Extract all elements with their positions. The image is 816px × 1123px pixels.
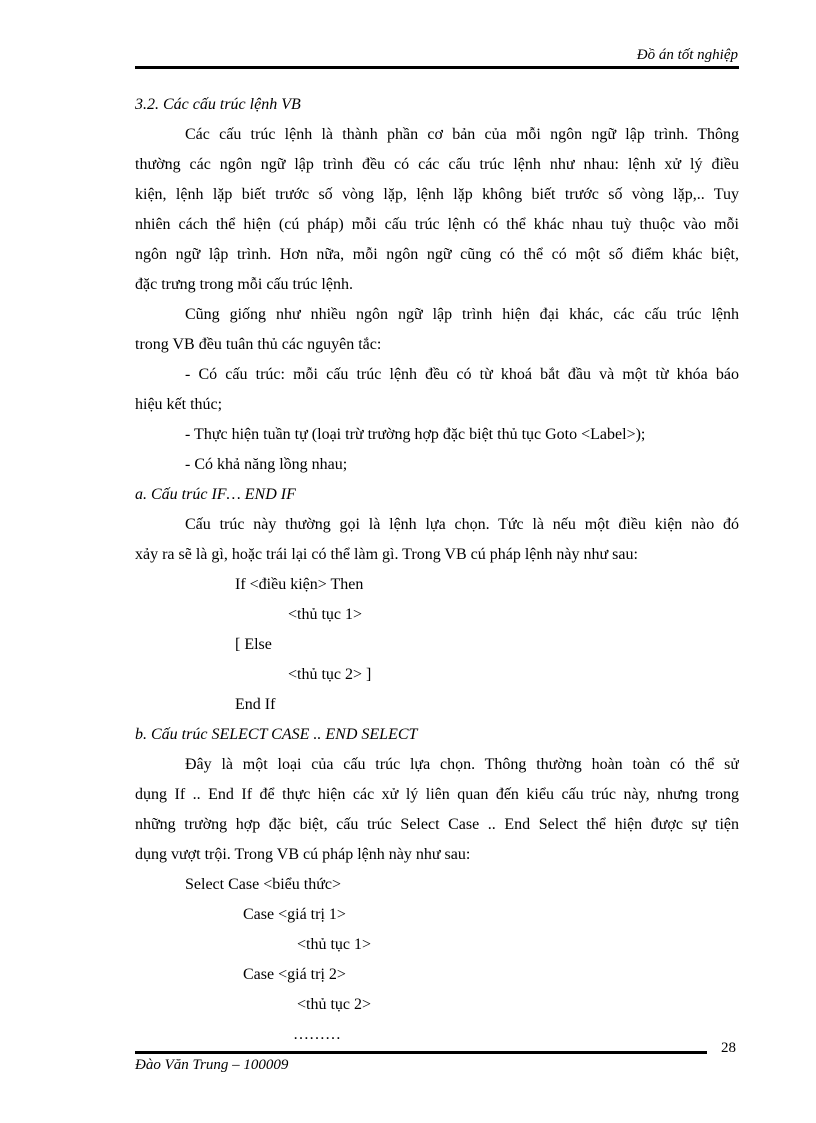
header-title: Đồ án tốt nghiệp (636, 47, 738, 63)
paragraph-line: kiện, lệnh lặp biết trước số vòng lặp, lệnh lặp không biết trước số vòng lặp,.. Tuy (135, 186, 739, 203)
paragraph-line: trong VB đều tuân thủ các nguyên tắc: (135, 336, 382, 353)
code-line: If <điều kiện> Then (235, 576, 364, 593)
code-line: Select Case <biểu thức> (185, 876, 342, 893)
bullet-continuation: hiệu kết thúc; (135, 396, 223, 413)
paragraph-line: thường các ngôn ngữ lập trình đều có các cấu trúc lệnh như nhau: lệnh xử lý điều (135, 156, 739, 173)
paragraph-line: Các cấu trúc lệnh là thành phần cơ bản của mỗi ngôn ngữ lập trình. Thông (185, 126, 739, 143)
paragraph-line: Cũng giống như nhiều ngôn ngữ lập trình hiện đại khác, các cấu trúc lệnh (185, 306, 739, 323)
code-line: <thủ tục 2> ] (288, 666, 372, 683)
code-line: ……… (293, 1026, 341, 1043)
header-rule (135, 66, 739, 69)
footer-rule (135, 1051, 707, 1054)
bullet-item: - Thực hiện tuần tự (loại trừ trường hợp đặc biệt thủ tục Goto <Label>); (185, 426, 646, 443)
paragraph-line: xảy ra sẽ là gì, hoặc trái lại có thể làm gì. Trong VB cú pháp lệnh này như sau: (135, 546, 638, 563)
code-line: End If (235, 696, 276, 713)
code-line: <thủ tục 1> (297, 936, 372, 953)
section-heading: 3.2. Các cấu trúc lệnh VB (135, 96, 301, 113)
paragraph-line: những trường hợp đặc biệt, cấu trúc Select Case .. End Select thể hiện được sự tiện (135, 816, 739, 833)
bullet-item: - Có cấu trúc: mỗi cấu trúc lệnh đều có từ khoá bắt đầu và một từ khóa báo (185, 366, 739, 383)
paragraph-line: Cấu trúc này thường gọi là lệnh lựa chọn. Tức là nếu một điều kiện nào đó (185, 516, 739, 533)
code-line: <thủ tục 2> (297, 996, 372, 1013)
code-line: <thủ tục 1> (288, 606, 363, 623)
subsection-heading-a: a. Cấu trúc IF… END IF (135, 486, 296, 503)
page-number: 28 (721, 1040, 736, 1056)
bullet-item: - Có khả năng lồng nhau; (185, 456, 348, 473)
footer-author: Đào Văn Trung – 100009 (135, 1057, 289, 1073)
paragraph-line: dụng If .. End If để thực hiện các xử lý liên quan đến kiểu cấu trúc này, nhưng trong (135, 786, 739, 803)
paragraph-line: ngôn ngữ lập trình. Hơn nữa, mỗi ngôn ngữ cũng có thể có một số điểm khác biệt, (135, 246, 739, 263)
page-content (135, 90, 739, 1050)
paragraph-line: nhiên cách thể hiện (cú pháp) mỗi cấu trúc lệnh có thể khác nhau tuỳ thuộc vào mỗi (135, 216, 739, 233)
paragraph-line: Đây là một loại của cấu trúc lựa chọn. Thông thường hoàn toàn có thể sử (185, 756, 739, 773)
paragraph-line: dụng vượt trội. Trong VB cú pháp lệnh này như sau: (135, 846, 471, 863)
paragraph-line: đặc trưng trong mỗi cấu trúc lệnh. (135, 276, 353, 293)
code-line: Case <giá trị 2> (243, 966, 346, 983)
subsection-heading-b: b. Cấu trúc SELECT CASE .. END SELECT (135, 726, 418, 743)
code-line: Case <giá trị 1> (243, 906, 346, 923)
code-line: [ Else (235, 636, 272, 653)
